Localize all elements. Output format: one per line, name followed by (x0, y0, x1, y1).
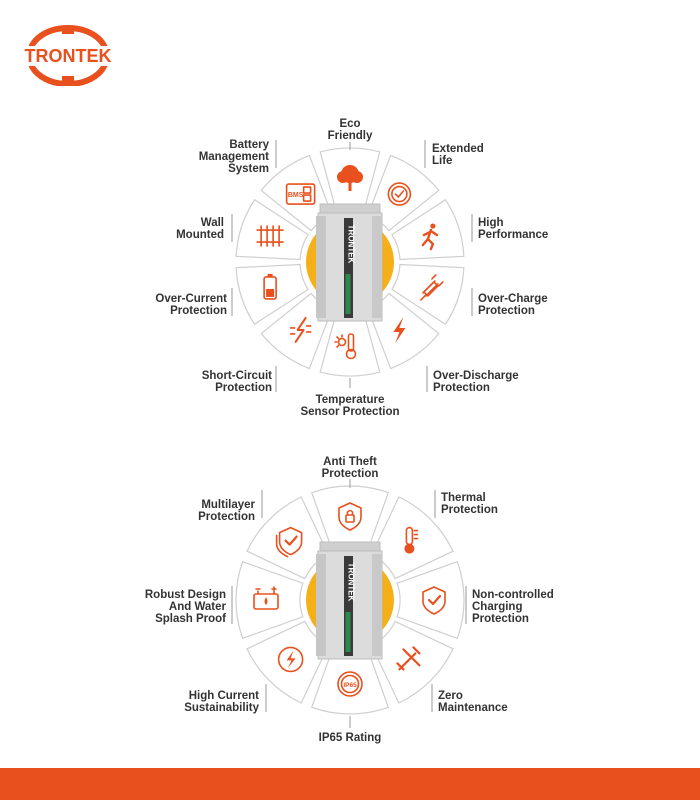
feature-label (145, 589, 226, 625)
feature-label-line: Over-Current (155, 293, 227, 305)
feature-label-line: Zero (438, 690, 463, 702)
feature-label-line: High Current (188, 690, 259, 702)
feature-label-line: Mounted (176, 229, 224, 241)
feature-label-line: Protection (215, 382, 272, 394)
feature-label-line: Sustainability (184, 702, 259, 714)
feature-label-line: Wall (200, 217, 224, 229)
feature-label (184, 690, 259, 714)
feature-label (478, 217, 548, 241)
feature-label (280, 118, 420, 142)
feature-label-line: Protection (441, 504, 498, 516)
battery-product-image (316, 542, 382, 659)
logo-wordmark: TRONTEK (24, 46, 112, 66)
feature-label-line: Maintenance (438, 702, 508, 714)
feature-label-line: Anti Theft (323, 456, 377, 468)
feature-label (198, 499, 255, 523)
svg-text:IP65: IP65 (343, 682, 357, 689)
feature-label-line: Temperature (315, 394, 385, 406)
svg-text:BMS: BMS (287, 192, 304, 200)
feature-label-line: Splash Proof (155, 613, 226, 625)
feature-label-line: Protection (472, 613, 529, 625)
feature-label-line: Protection (478, 305, 535, 317)
feature-label-line: Sensor Protection (300, 406, 400, 418)
feature-label-line: Multilayer (201, 499, 255, 511)
feature-label (432, 143, 484, 167)
feature-label (472, 589, 554, 625)
feature-label (441, 492, 498, 516)
feature-label-line: Performance (478, 229, 549, 241)
feature-label-line: System (228, 163, 269, 175)
feature-label-line: Protection (170, 305, 227, 317)
feature-label-line: Friendly (327, 130, 373, 142)
feature-label-line: Life (432, 155, 453, 167)
feature-label-line: IP65 Rating (318, 732, 382, 744)
feature-label (176, 217, 224, 241)
footer-bar (0, 768, 700, 800)
feature-label (155, 293, 227, 317)
feature-label-line: Short-Circuit (201, 370, 272, 382)
battery-product-image (316, 204, 382, 321)
feature-label-line: Extended (432, 143, 484, 155)
feature-label-line: And Water (168, 601, 226, 613)
feature-label-line: Robust Design (144, 589, 226, 601)
feature-label-line: Battery (229, 139, 269, 151)
feature-label-line: Non-controlled (472, 589, 554, 601)
battery-brand-text: TRONTEK (346, 224, 356, 264)
feature-label-line: Over-Discharge (433, 370, 519, 382)
feature-label (202, 370, 272, 394)
feature-label (438, 690, 508, 714)
feature-label (280, 456, 420, 480)
feature-label (280, 732, 420, 744)
feature-label (199, 139, 269, 175)
feature-label-line: Thermal (441, 492, 486, 504)
feature-label-line: Protection (198, 511, 255, 523)
feature-label (433, 370, 519, 394)
feature-label-line: Eco (339, 118, 361, 130)
feature-label-line: Management (198, 151, 269, 163)
feature-label-line: High (478, 217, 504, 229)
feature-label-line: Charging (472, 601, 523, 613)
feature-label-line: Over-Charge (478, 293, 548, 305)
feature-label-line: Protection (433, 382, 490, 394)
feature-label (280, 394, 420, 418)
feature-label (478, 293, 548, 317)
ip65-badge-icon (338, 672, 362, 696)
feature-label-line: Protection (321, 468, 379, 480)
battery-brand-text: TRONTEK (346, 562, 356, 602)
